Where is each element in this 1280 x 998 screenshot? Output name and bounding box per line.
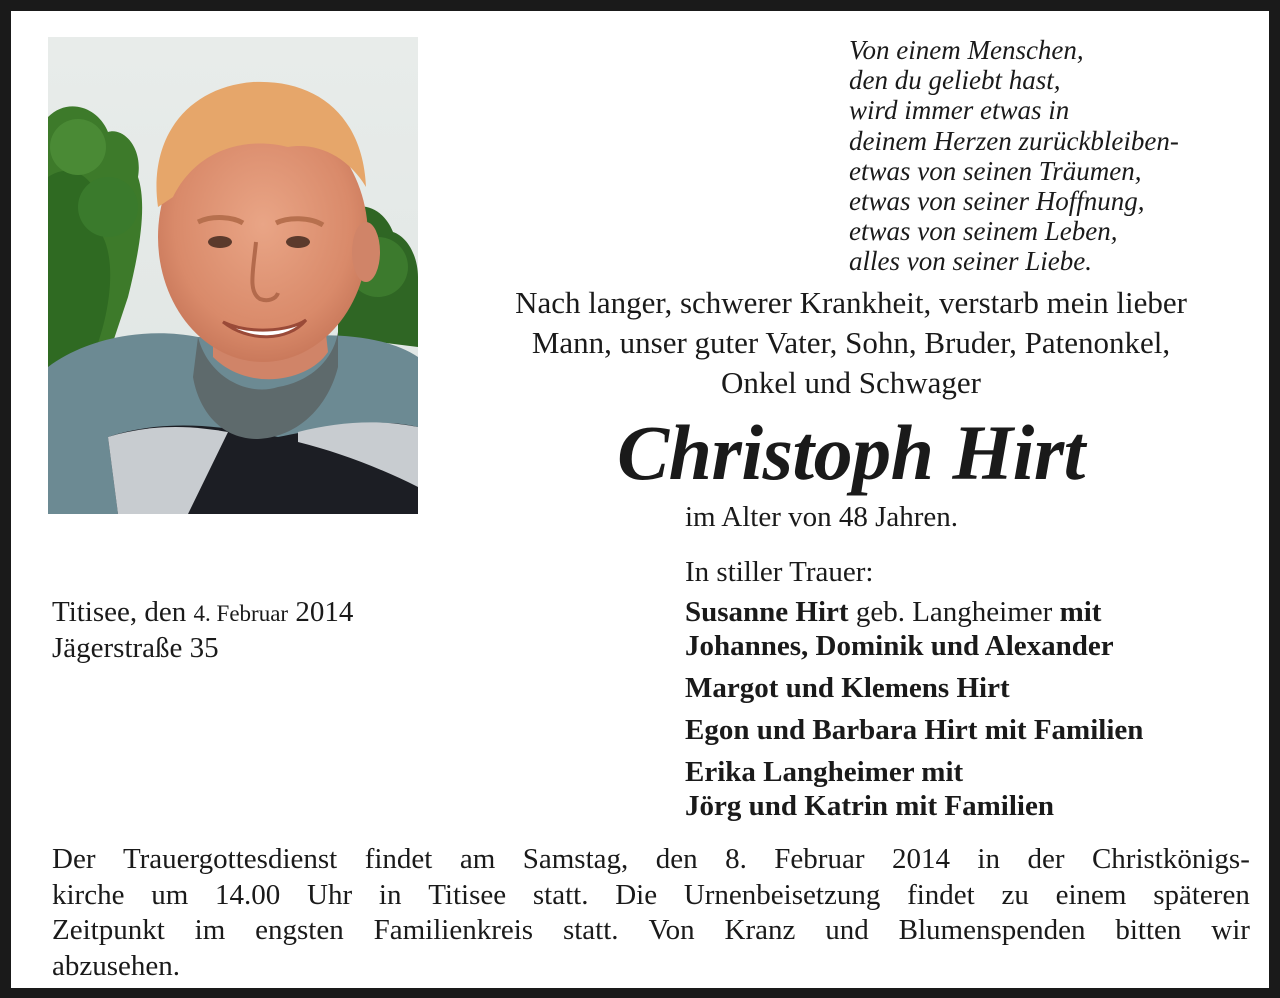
poem-line: deinem Herzen zurückbleiben- xyxy=(849,125,1179,156)
service-word: engsten xyxy=(255,914,344,946)
service-word: Der xyxy=(52,843,96,875)
service-word: statt. xyxy=(562,914,619,946)
service-word: am xyxy=(459,843,496,875)
mourner-line: Egon und Barbara Hirt mit Familien xyxy=(685,714,1144,746)
mourner-suffix: mit xyxy=(1059,596,1102,628)
service-line xyxy=(52,878,1250,914)
service-word: einem xyxy=(1055,878,1127,911)
service-word: Von xyxy=(648,914,695,946)
service-word: und xyxy=(825,914,869,946)
service-word: in xyxy=(378,878,402,911)
poem-line: Von einem Menschen, xyxy=(849,35,1084,65)
service-word: im xyxy=(194,914,226,946)
service-word: Uhr xyxy=(307,878,353,911)
service-word: bitten xyxy=(1115,914,1182,946)
mourner-line: Jörg und Katrin mit Familien xyxy=(685,790,1054,822)
service-word: wir xyxy=(1211,914,1250,946)
service-word: späteren xyxy=(1153,878,1250,911)
service-line: abzusehen. xyxy=(52,949,181,982)
poem-line: alles von seiner Liebe. xyxy=(849,246,1092,277)
service-word: Kranz xyxy=(724,914,796,946)
service-word: der xyxy=(1027,843,1065,875)
poem-line: etwas von seinen Träumen, xyxy=(849,155,1142,186)
age-text: im Alter von 48 Jahren. xyxy=(685,501,959,533)
service-line xyxy=(52,913,1250,949)
service-word: statt. xyxy=(532,878,589,911)
place-and-date xyxy=(52,595,353,665)
announcement-line: Mann, unser guter Vater, Sohn, Bruder, Patenonkel, xyxy=(531,325,1171,360)
announcement-line: Onkel und Schwager xyxy=(721,365,981,400)
service-word: 8. xyxy=(725,843,747,875)
street-address: Jägerstraße 35 xyxy=(52,632,219,664)
deceased-name: Christoph Hirt xyxy=(617,409,1085,496)
service-word: Christkönigs- xyxy=(1091,843,1250,875)
mourner-birthname: geb. Langheimer xyxy=(855,596,1053,628)
service-word: Trauergottesdienst xyxy=(122,843,338,875)
service-word: Die xyxy=(615,878,658,911)
poem-line: etwas von seiner Hoffnung, xyxy=(849,186,1145,217)
date-year: 2014 xyxy=(295,596,354,628)
service-word: findet xyxy=(907,878,975,911)
mourning-label: In stiller Trauer: xyxy=(685,556,874,588)
poem-line: den du geliebt hast, xyxy=(849,65,1061,96)
mourner-line: Erika Langheimer mit xyxy=(685,756,964,788)
service-word: findet xyxy=(364,843,433,875)
service-word: 14.00 xyxy=(215,878,281,911)
poem-line: wird immer etwas in xyxy=(849,95,1070,126)
announcement-text xyxy=(451,283,1251,403)
mourner-line: Margot und Klemens Hirt xyxy=(685,672,1010,704)
service-word: Titisee xyxy=(428,878,507,911)
service-word: Februar xyxy=(774,843,865,875)
service-word: Blumenspenden xyxy=(898,914,1086,946)
service-information xyxy=(52,842,1250,984)
service-line xyxy=(52,842,1250,878)
service-word: Familienkreis xyxy=(373,914,534,946)
mourners-list xyxy=(685,595,1275,823)
service-word: den xyxy=(655,843,698,875)
city-prefix: Titisee, den xyxy=(52,596,187,628)
announcement-line: Nach langer, schwerer Krankheit, verstarb mein lieber xyxy=(515,285,1187,320)
service-word: kirche xyxy=(52,878,125,911)
date-small: 4. Februar xyxy=(193,601,289,626)
service-word: in xyxy=(977,843,1000,875)
service-word: zu xyxy=(1001,878,1029,911)
service-word: Samstag, xyxy=(522,843,629,875)
service-word: Zeitpunkt xyxy=(52,914,165,946)
poem-line: etwas von seinem Leben, xyxy=(849,216,1118,247)
mourner-name: Susanne Hirt xyxy=(685,596,849,628)
service-word: um xyxy=(151,878,189,911)
memorial-poem xyxy=(849,35,1269,277)
portrait-photo xyxy=(48,37,418,514)
service-word: 2014 xyxy=(891,843,950,875)
mourner-line xyxy=(685,595,1275,629)
service-word: Urnenbeisetzung xyxy=(683,878,881,911)
date-line xyxy=(52,595,353,631)
mourner-line: Johannes, Dominik und Alexander xyxy=(685,630,1114,662)
